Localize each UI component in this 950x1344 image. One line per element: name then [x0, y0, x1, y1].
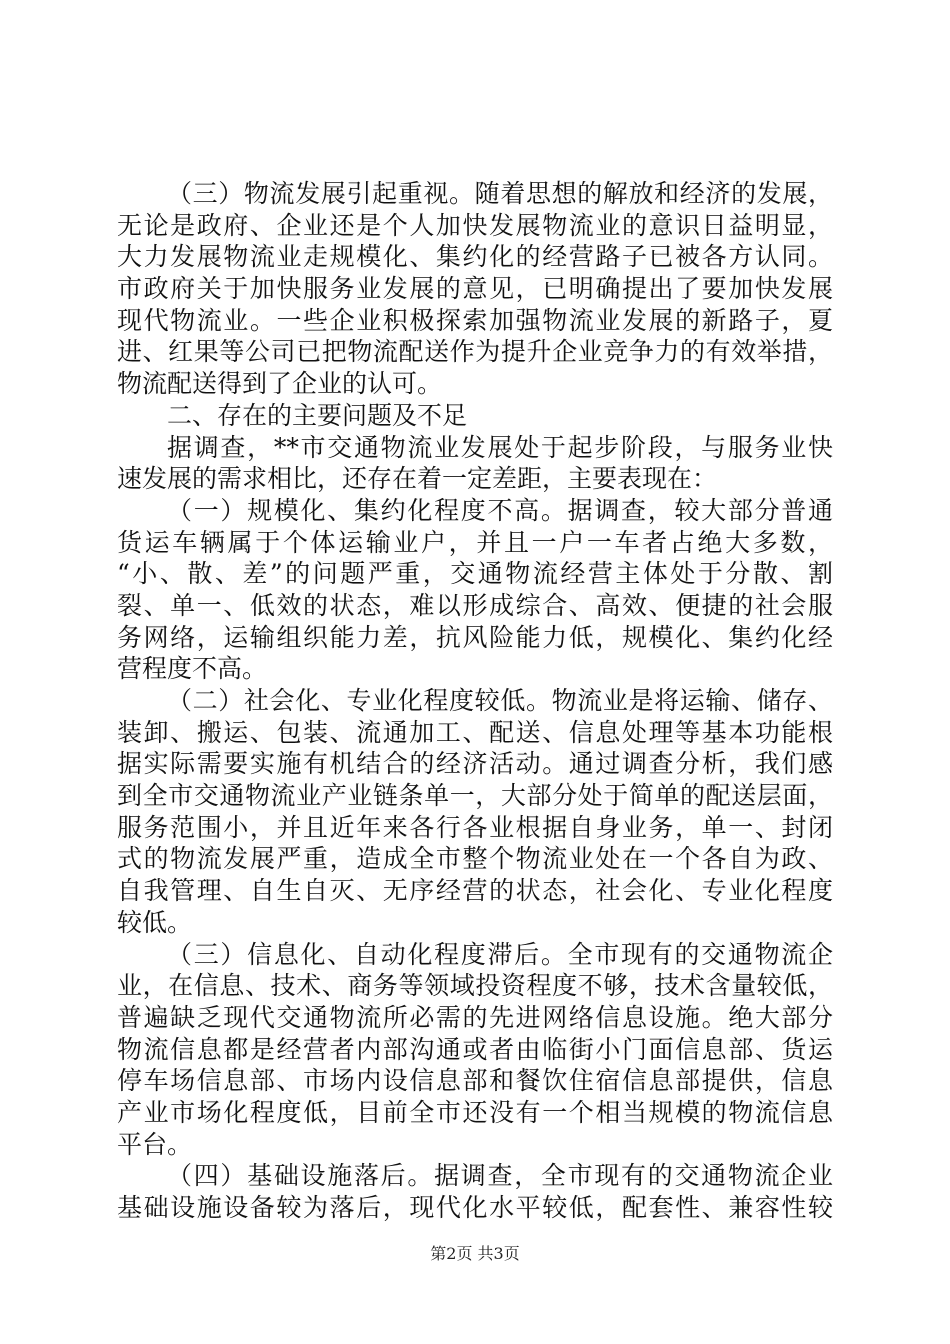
page-footer: 第2页 共3页: [430, 1244, 520, 1263]
text-line: 式的物流发展严重，造成全市整个物流业处在一个各自为政、: [117, 844, 833, 874]
text-line: （四）基础设施落后。据调查，全市现有的交通物流企业: [167, 1161, 833, 1191]
text-line: 大力发展物流业走规模化、集约化的经营路子已被各方认同。: [117, 242, 833, 272]
text-line: 平台。: [117, 1129, 193, 1159]
text-line: 停车场信息部、市场内设信息部和餐饮住宿信息部提供，信息: [117, 1066, 833, 1096]
text-line: 基础设施设备较为落后，现代化水平较低，配套性、兼容性较: [117, 1193, 833, 1222]
text-line: （二）社会化、专业化程度较低。物流业是将运输、储存、: [167, 686, 833, 715]
text-line: 进、红果等公司已把物流配送作为提升企业竞争力的有效举措，: [117, 337, 833, 367]
text-line: （一）规模化、集约化程度不高。据调查，较大部分普通: [167, 495, 833, 525]
text-line: 较低。: [117, 907, 193, 937]
text-line: 物流信息都是经营者内部沟通或者由临街小门面信息部、货运: [117, 1034, 833, 1064]
text-line: 业，在信息、技术、商务等领域投资程度不够，技术含量较低，: [117, 971, 833, 1001]
text-line: 自我管理、自生自灭、无序经营的状态，社会化、专业化程度: [117, 876, 833, 906]
text-line: 普遍缺乏现代交通物流所必需的先进网络信息设施。绝大部分: [117, 1002, 833, 1032]
text-line: 营程度不高。: [117, 654, 268, 684]
text-line: 市政府关于加快服务业发展的意见，已明确提出了要加快发展: [117, 274, 833, 304]
text-line: 二、存在的主要问题及不足: [167, 400, 468, 430]
text-line: 据实际需要实施有机结合的经济活动。通过调查分析，我们感: [117, 749, 833, 779]
document-body: [117, 178, 833, 1224]
text-line: 裂、单一、低效的状态，难以形成综合、高效、便捷的社会服: [117, 590, 833, 620]
text-line: 速发展的需求相比，还存在着一定差距，主要表现在：: [117, 464, 718, 494]
text-line: 据调查，**市交通物流业发展处于起步阶段，与服务业快: [167, 432, 833, 462]
text-line: 务网络，运输组织能力差，抗风险能力低，规模化、集约化经: [117, 622, 833, 652]
text-line: 装卸、搬运、包装、流通加工、配送、信息处理等基本功能根: [117, 717, 833, 747]
text-line: 现代物流业。一些企业积极探索加强物流业发展的新路子，夏: [117, 305, 833, 335]
text-line: 服务范围小，并且近年来各行各业根据自身业务，单一、封闭: [117, 812, 833, 842]
text-line: 物流配送得到了企业的认可。: [117, 369, 443, 399]
text-line: 无论是政府、企业还是个人加快发展物流业的意识日益明显，: [117, 210, 833, 240]
text-line: 到全市交通物流业产业链条单一，大部分处于简单的配送层面，: [117, 781, 833, 811]
text-line: （三）信息化、自动化程度滞后。全市现有的交通物流企: [167, 939, 833, 969]
text-line: （三）物流发展引起重视。随着思想的解放和经济的发展，: [167, 179, 833, 208]
text-line: 产业市场化程度低，目前全市还没有一个相当规模的物流信息: [117, 1097, 833, 1127]
text-line: 货运车辆属于个体运输业户，并且一户一车者占绝大多数，: [117, 527, 833, 557]
text-line: “小、散、差”的问题严重，交通物流经营主体处于分散、割: [117, 559, 833, 589]
